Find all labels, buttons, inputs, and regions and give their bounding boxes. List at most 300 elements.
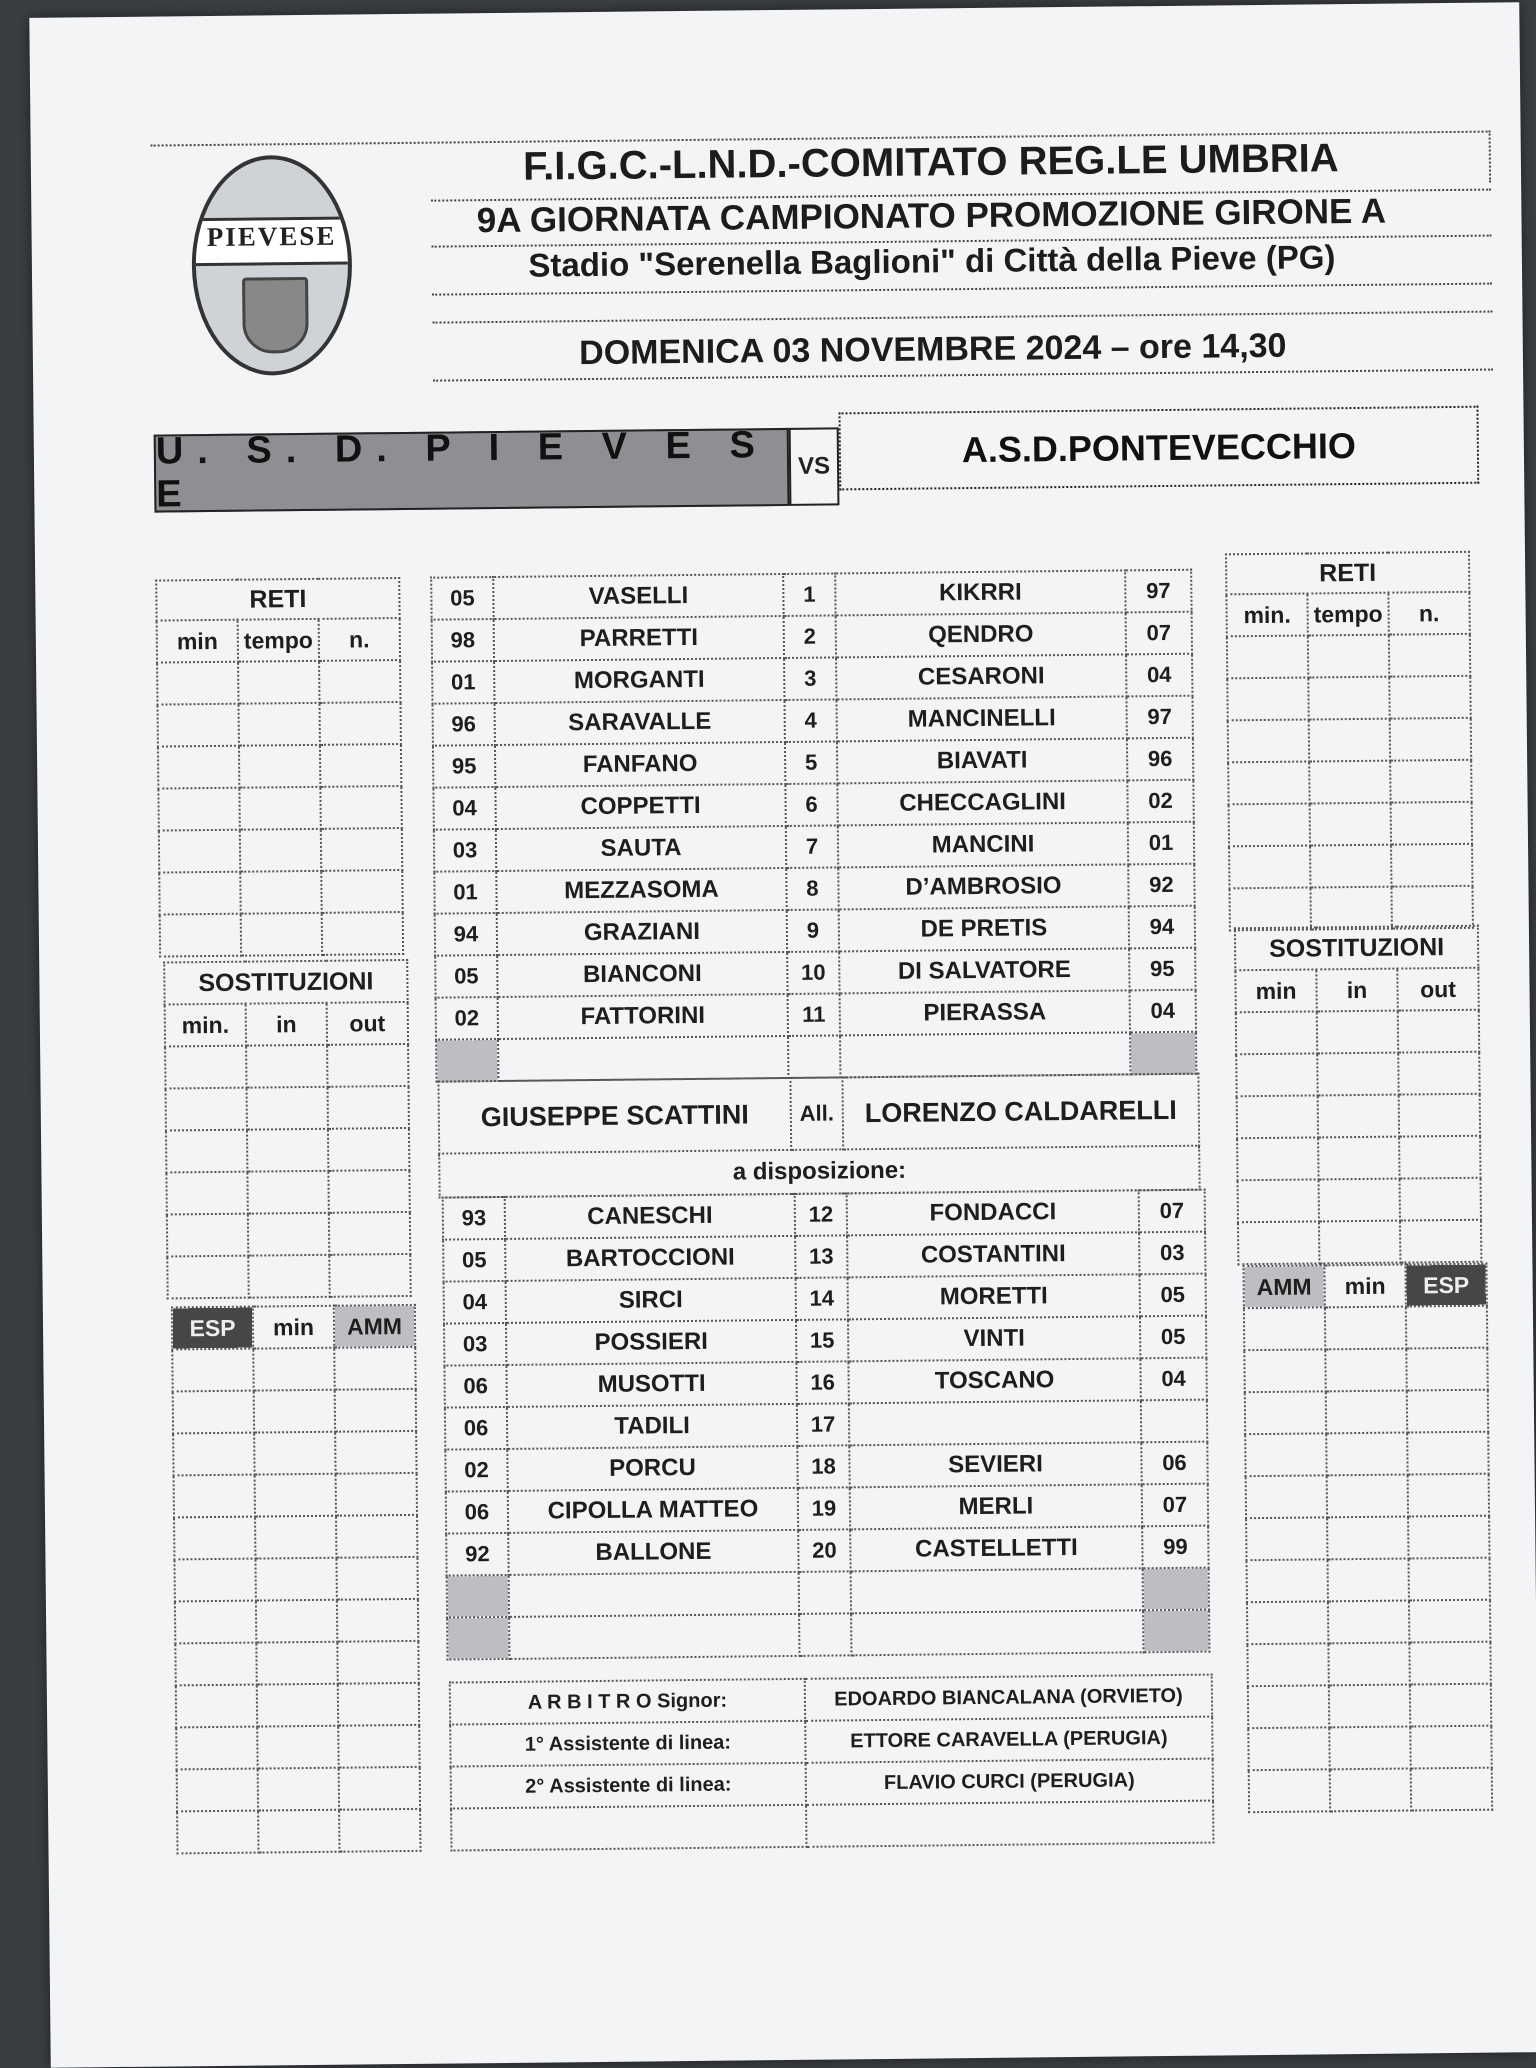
empty-cell <box>1309 761 1390 804</box>
away-birth-year: 05 <box>1140 1316 1206 1359</box>
empty-cell <box>1246 1475 1327 1518</box>
stadium-line: Stadio "Serenella Baglioni" di Città della Pieve (PG) <box>528 238 1336 284</box>
left-reti-title: RETI <box>156 578 399 621</box>
col-esp: ESP <box>172 1307 253 1350</box>
empty-cell <box>255 1516 336 1559</box>
empty-row <box>173 1431 416 1476</box>
empty-cell <box>166 1172 247 1215</box>
col-min: min <box>253 1306 334 1349</box>
empty-cell <box>1326 1433 1407 1476</box>
away-birth-year: 96 <box>1127 738 1193 781</box>
empty-row <box>1247 1558 1490 1603</box>
home-birth-year: 95 <box>433 745 495 788</box>
shirt-number: 10 <box>787 951 839 994</box>
empty-row <box>1238 1220 1481 1265</box>
empty-cell <box>1327 1475 1408 1518</box>
empty-cell <box>176 1685 257 1728</box>
empty-cell <box>1390 718 1471 761</box>
empty-cell <box>1310 845 1391 888</box>
empty-cell <box>334 1347 415 1390</box>
home-birth-year: 98 <box>432 619 494 662</box>
empty-row <box>1248 1684 1491 1729</box>
col-in: in <box>1316 969 1397 1012</box>
empty-cell <box>241 913 322 956</box>
empty-cell <box>329 1254 410 1297</box>
empty-row <box>172 1347 415 1392</box>
bench-table <box>442 1189 1211 1661</box>
empty-cell <box>173 1433 254 1476</box>
empty-cell <box>1237 1095 1318 1138</box>
empty-row <box>159 870 402 915</box>
away-player-name: SEVIERI <box>849 1442 1141 1487</box>
empty-cell <box>248 1255 329 1298</box>
shirt-number: 20 <box>798 1529 850 1572</box>
empty-cell <box>1328 1558 1409 1601</box>
col-min: min. <box>165 1004 246 1047</box>
empty-row <box>174 1473 417 1518</box>
col-n: n. <box>319 618 400 661</box>
away-player-name: CESARONI <box>836 654 1126 699</box>
home-birth-year: 02 <box>436 997 498 1040</box>
empty-cell <box>158 788 239 831</box>
empty-cell <box>321 870 402 913</box>
home-birth-year: 06 <box>446 1491 508 1534</box>
home-player-name: SIRCI <box>506 1278 796 1323</box>
empty-row <box>1237 1094 1480 1139</box>
away-birth-year: 04 <box>1140 1358 1206 1401</box>
away-player-name: D’AMBROSIO <box>838 864 1128 909</box>
away-player-name: CASTELLETTI <box>850 1526 1142 1571</box>
away-birth-year: 03 <box>1139 1232 1205 1275</box>
empty-cell <box>1237 1137 1318 1180</box>
empty-cell <box>1325 1349 1406 1392</box>
empty-cell <box>1410 1726 1491 1769</box>
away-birth-year: 97 <box>1126 696 1192 739</box>
empty-row <box>1246 1516 1489 1561</box>
away-birth-year: 07 <box>1139 1190 1205 1233</box>
right-reti-title: RETI <box>1226 552 1469 595</box>
home-player-name: SAUTA <box>496 826 786 871</box>
crest-icon <box>242 277 309 354</box>
vs-label: VS <box>789 427 840 506</box>
empty-cell <box>247 1171 328 1214</box>
official-role: A R B I T R O Signor: <box>450 1679 805 1725</box>
shirt-number: 11 <box>788 993 840 1036</box>
empty-row <box>1227 634 1470 679</box>
empty-cell <box>256 1642 337 1685</box>
away-birth-year: 92 <box>1128 864 1194 907</box>
empty-cell <box>1328 1642 1409 1685</box>
col-tempo: tempo <box>238 619 319 662</box>
empty-cell <box>1327 1517 1408 1560</box>
empty-cell <box>257 1726 338 1769</box>
empty-cell <box>1249 1769 1330 1812</box>
empty-cell <box>1318 1095 1399 1138</box>
shirt-number: 7 <box>786 825 838 868</box>
empty-cell <box>255 1558 336 1601</box>
away-player-name: MERLI <box>850 1484 1142 1529</box>
shirt-number: 9 <box>787 909 839 952</box>
official-name: FLAVIO CURCI (PERUGIA) <box>806 1759 1213 1805</box>
empty-cell <box>167 1256 248 1299</box>
left-sost-title: SOSTITUZIONI <box>164 960 407 1005</box>
empty-cell <box>1236 1011 1317 1054</box>
empty-row <box>167 1212 410 1257</box>
shirt-number: 18 <box>797 1445 849 1488</box>
home-player-name: MORGANTI <box>494 658 784 703</box>
empty-row <box>1229 844 1472 889</box>
away-player-name: COSTANTINI <box>847 1232 1139 1277</box>
empty-cell <box>176 1727 257 1770</box>
empty-cell <box>1246 1517 1327 1560</box>
empty-row <box>157 660 400 705</box>
official-role: 2° Assistente di linea: <box>451 1763 806 1809</box>
away-coach: LORENZO CALDARELLI <box>842 1074 1199 1150</box>
empty-row <box>1227 676 1470 721</box>
empty-cell <box>1400 1178 1481 1221</box>
empty-row <box>1228 718 1471 763</box>
away-birth-year: 07 <box>1126 612 1192 655</box>
empty-cell <box>339 1767 420 1810</box>
empty-cell <box>1398 1010 1479 1053</box>
empty-cell <box>1238 1179 1319 1222</box>
empty-cell <box>1391 802 1472 845</box>
empty-cell <box>159 830 240 873</box>
home-player-name: POSSIERI <box>506 1320 796 1365</box>
empty-row <box>1237 1136 1480 1181</box>
empty-cell <box>1389 676 1470 719</box>
empty-cell <box>328 1128 409 1171</box>
away-player-name: CHECCAGLINI <box>837 780 1127 825</box>
shirt-number: 6 <box>785 783 837 826</box>
shirt-number: 5 <box>785 741 837 784</box>
right-goals-table <box>1225 551 1474 932</box>
empty-cell <box>165 1046 246 1089</box>
empty-cell <box>1247 1601 1328 1644</box>
empty-row <box>1236 1010 1479 1055</box>
championship-title: 9A GIORNATA CAMPIONATO PROMOZIONE GIRONE A <box>476 191 1387 241</box>
empty-cell <box>1229 845 1310 888</box>
empty-cell <box>246 1045 327 1088</box>
logo-text: PIEVESE <box>206 220 337 253</box>
home-birth-year: 05 <box>435 955 497 998</box>
divider <box>432 283 1492 296</box>
empty-cell <box>337 1641 418 1684</box>
home-player-name: TADILI <box>507 1404 797 1449</box>
empty-cell <box>1408 1474 1489 1517</box>
empty-row <box>158 744 401 789</box>
empty-cell <box>336 1473 417 1516</box>
empty-cell <box>240 829 321 872</box>
empty-row <box>167 1254 410 1299</box>
empty-row <box>173 1389 416 1434</box>
home-player-name: FATTORINI <box>498 994 788 1039</box>
empty-cell <box>1317 1011 1398 1054</box>
empty-cell <box>1229 803 1310 846</box>
home-player-name: VASELLI <box>493 574 783 619</box>
home-birth-year: 04 <box>444 1281 506 1324</box>
empty-cell <box>172 1349 253 1392</box>
away-birth-year <box>1141 1400 1207 1443</box>
coach-label: All. <box>790 1077 843 1150</box>
home-birth-year: 03 <box>444 1323 506 1366</box>
away-birth-year: 07 <box>1142 1484 1208 1527</box>
empty-cell <box>1410 1684 1491 1727</box>
empty-cell <box>247 1129 328 1172</box>
empty-cell <box>329 1212 410 1255</box>
away-player-name: PIERASSA <box>840 990 1130 1035</box>
empty-row <box>1248 1726 1491 1771</box>
empty-cell <box>335 1389 416 1432</box>
empty-cell <box>327 1044 408 1087</box>
home-player-name: BALLONE <box>508 1530 798 1575</box>
away-team-name: A.S.D.PONTEVECCHIO <box>838 406 1479 491</box>
away-player-name: KIKRRI <box>835 570 1125 615</box>
empty-row <box>1247 1600 1490 1645</box>
empty-row <box>176 1683 419 1728</box>
empty-row <box>1246 1474 1489 1519</box>
home-player-name: COPPETTI <box>495 784 785 829</box>
home-birth-year: 06 <box>445 1407 507 1450</box>
away-birth-year: 05 <box>1140 1274 1206 1317</box>
away-player-name: MORETTI <box>848 1274 1140 1319</box>
empty-row <box>1247 1642 1490 1687</box>
empty-cell <box>1329 1684 1410 1727</box>
empty-cell <box>1408 1516 1489 1559</box>
empty-cell <box>1310 887 1391 930</box>
empty-cell <box>1407 1432 1488 1475</box>
empty-cell <box>1398 1052 1479 1095</box>
coaches-table <box>437 1073 1200 1199</box>
empty-row <box>1229 886 1472 931</box>
home-birth-year: 03 <box>434 829 496 872</box>
empty-row <box>165 1044 408 1089</box>
empty-cell <box>167 1214 248 1257</box>
empty-cell <box>173 1391 254 1434</box>
home-player-name: MUSOTTI <box>506 1362 796 1407</box>
empty-cell <box>320 786 401 829</box>
empty-row <box>159 828 402 873</box>
official-name: EDOARDO BIANCALANA (ORVIETO) <box>805 1675 1212 1721</box>
empty-row <box>1245 1432 1488 1477</box>
official-role: 1° Assistente di linea: <box>450 1721 805 1767</box>
empty-row <box>1228 760 1471 805</box>
away-player-name: DE PRETIS <box>839 906 1129 951</box>
empty-cell <box>253 1348 334 1391</box>
empty-cell <box>1400 1220 1481 1263</box>
away-birth-year: 94 <box>1129 906 1195 949</box>
home-birth-year: 02 <box>445 1449 507 1492</box>
away-birth-year: 01 <box>1128 822 1194 865</box>
empty-cell <box>1399 1094 1480 1137</box>
col-n: n. <box>1388 592 1469 635</box>
left-subs-table <box>163 959 412 1300</box>
right-cards-table <box>1242 1263 1493 1814</box>
empty-cell <box>1245 1433 1326 1476</box>
empty-cell <box>1330 1768 1411 1811</box>
home-player-name: FANFANO <box>495 742 785 787</box>
empty-cell <box>1325 1307 1406 1350</box>
home-player-name: SARAVALLE <box>495 700 785 745</box>
home-birth-year: 92 <box>446 1533 508 1576</box>
home-birth-year: 05 <box>443 1239 505 1282</box>
empty-cell <box>159 872 240 915</box>
shirt-number: 2 <box>784 615 836 658</box>
empty-cell <box>1409 1558 1490 1601</box>
empty-cell <box>319 702 400 745</box>
home-team-name: U. S. D. P I E V E S E <box>154 428 790 513</box>
empty-cell <box>158 746 239 789</box>
empty-cell <box>1227 678 1308 721</box>
empty-cell <box>254 1390 335 1433</box>
away-player-name: TOSCANO <box>848 1358 1140 1403</box>
empty-row <box>1236 1052 1479 1097</box>
empty-cell <box>174 1517 255 1560</box>
empty-cell <box>322 912 403 955</box>
officials-table <box>449 1674 1215 1852</box>
col-esp: ESP <box>1405 1264 1486 1307</box>
empty-row <box>177 1809 420 1854</box>
empty-row <box>166 1170 409 1215</box>
empty-cell <box>1228 761 1309 804</box>
empty-cell <box>175 1643 256 1686</box>
away-birth-year: 99 <box>1142 1526 1208 1569</box>
empty-cell <box>1409 1600 1490 1643</box>
starters-table <box>430 569 1197 1083</box>
shirt-number: 3 <box>784 657 836 700</box>
empty-cell <box>1319 1221 1400 1264</box>
empty-cell <box>254 1432 335 1475</box>
empty-cell <box>1244 1349 1325 1392</box>
empty-cell <box>174 1559 255 1602</box>
col-out: out <box>327 1002 408 1045</box>
empty-cell <box>1319 1179 1400 1222</box>
col-min: min. <box>1226 594 1307 637</box>
home-player-name: PARRETTI <box>494 616 784 661</box>
empty-cell <box>339 1809 420 1852</box>
federation-title: F.I.G.C.-L.N.D.-COMITATO REG.LE UMBRIA <box>522 136 1339 189</box>
right-sost-title: SOSTITUZIONI <box>1235 926 1478 971</box>
empty-cell <box>1329 1726 1410 1769</box>
empty-cell <box>1248 1727 1329 1770</box>
home-player-name: GRAZIANI <box>497 910 787 955</box>
away-birth-year: 04 <box>1130 990 1196 1033</box>
shirt-number: 13 <box>795 1235 847 1278</box>
empty-row <box>166 1128 409 1173</box>
empty-cell <box>338 1725 419 1768</box>
empty-cell <box>319 660 400 703</box>
empty-cell <box>158 704 239 747</box>
left-goals-table <box>155 577 404 958</box>
shirt-number: 14 <box>796 1277 848 1320</box>
empty-cell <box>320 744 401 787</box>
empty-cell <box>1247 1643 1328 1686</box>
empty-cell <box>1245 1391 1326 1434</box>
away-birth-year: 97 <box>1125 570 1191 613</box>
shirt-number: 12 <box>795 1193 847 1236</box>
empty-cell <box>174 1475 255 1518</box>
empty-cell <box>1391 844 1472 887</box>
shirt-number: 4 <box>784 699 836 742</box>
empty-cell <box>1238 1221 1319 1264</box>
empty-row <box>175 1599 418 1644</box>
empty-cell <box>160 914 241 957</box>
home-birth-year: 05 <box>431 577 493 620</box>
empty-cell <box>238 661 319 704</box>
divider <box>433 311 1493 324</box>
empty-cell <box>1308 635 1389 678</box>
empty-cell <box>239 703 320 746</box>
empty-row <box>166 1086 409 1131</box>
away-birth-year: 02 <box>1127 780 1193 823</box>
away-player-name: FONDACCI <box>847 1190 1139 1235</box>
empty-cell <box>1411 1768 1492 1811</box>
home-coach: GIUSEPPE SCATTINI <box>438 1078 791 1154</box>
left-cards-table <box>171 1304 422 1855</box>
empty-row <box>1244 1306 1487 1351</box>
shirt-number: 8 <box>786 867 838 910</box>
home-birth-year: 93 <box>443 1197 505 1240</box>
empty-cell <box>337 1599 418 1642</box>
empty-cell <box>1328 1600 1409 1643</box>
col-in: in <box>246 1003 327 1046</box>
home-player-name: BIANCONI <box>497 952 787 997</box>
empty-cell <box>338 1683 419 1726</box>
empty-cell <box>255 1474 336 1517</box>
match-sheet <box>29 2 1536 2067</box>
right-subs-table <box>1234 925 1483 1266</box>
empty-cell <box>1236 1053 1317 1096</box>
empty-cell <box>258 1810 339 1853</box>
empty-cell <box>1389 634 1470 677</box>
col-tempo: tempo <box>1307 593 1388 636</box>
empty-cell <box>1309 719 1390 762</box>
bench-label: a disposizione: <box>439 1146 1199 1198</box>
empty-cell <box>1406 1348 1487 1391</box>
official-name: ETTORE CARAVELLA (PERUGIA) <box>805 1717 1212 1763</box>
empty-cell <box>248 1213 329 1256</box>
home-birth-year: 94 <box>435 913 497 956</box>
empty-cell <box>1228 719 1309 762</box>
home-player-name: CIPOLLA MATTEO <box>508 1488 798 1533</box>
empty-cell <box>1310 803 1391 846</box>
away-birth-year: 95 <box>1129 948 1195 991</box>
empty-cell <box>321 828 402 871</box>
empty-row <box>177 1767 420 1812</box>
away-player-name: VINTI <box>848 1316 1140 1361</box>
home-birth-year: 04 <box>433 787 495 830</box>
away-birth-year: 04 <box>1126 654 1192 697</box>
empty-cell <box>336 1515 417 1558</box>
col-min: min <box>1324 1265 1405 1308</box>
away-player-name: MANCINELLI <box>836 696 1126 741</box>
empty-row <box>1238 1178 1481 1223</box>
col-amm: AMM <box>334 1305 415 1348</box>
col-min: min <box>157 620 238 663</box>
empty-row <box>175 1641 418 1686</box>
empty-cell <box>1308 677 1389 720</box>
empty-cell <box>157 662 238 705</box>
empty-cell <box>328 1086 409 1129</box>
empty-cell <box>336 1557 417 1600</box>
empty-cell <box>1409 1642 1490 1685</box>
empty-cell <box>256 1600 337 1643</box>
away-player-name: QENDRO <box>836 612 1126 657</box>
home-birth-year: 06 <box>444 1365 506 1408</box>
empty-cell <box>247 1087 328 1130</box>
empty-cell <box>1407 1390 1488 1433</box>
away-birth-year: 06 <box>1141 1442 1207 1485</box>
